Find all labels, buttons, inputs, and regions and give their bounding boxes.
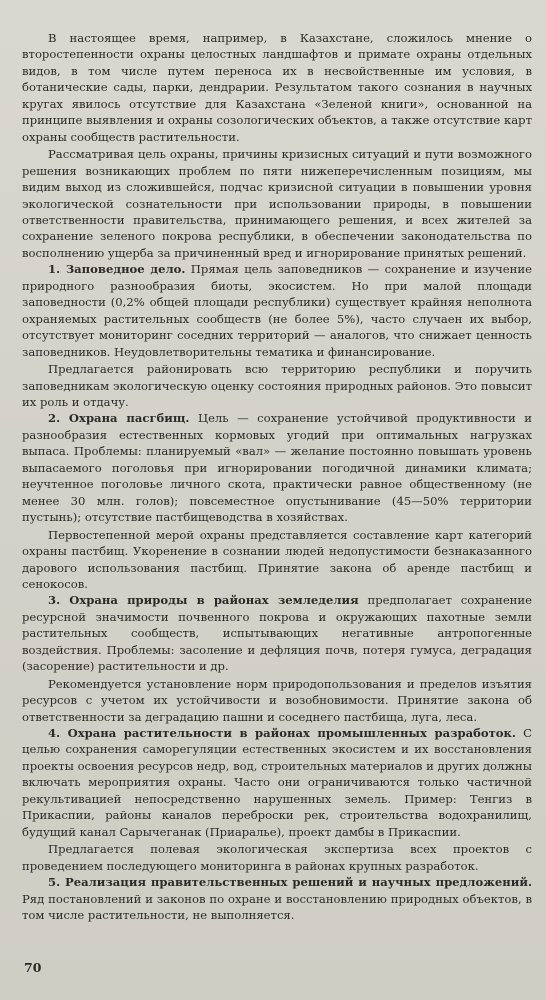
section-5-text: Ряд постановлений и законов по охране и восстановлению природных объектов, в том числе растительности, не выполняется. <box>22 891 532 923</box>
section-1-paragraph <box>22 261 532 360</box>
section-2-heading: 2. Охрана пасгбищ. <box>48 411 190 426</box>
section-3-text: предполагает сохранение ресурсной значимости почвенного покрова и окружающих пахотные земли растительных сообществ, испытывающих негативные антропогенные воздействия. Проблемы: засоление и дефляция почв, потеря гумуса, деградация (засорение) растительности и др. <box>22 593 532 674</box>
section-1-proposal-text: Предлагается районировать всю территорию республики и поручить заповедникам экологическую оценку состояния природных районов. Это повысит их роль и отдачу. <box>22 362 532 409</box>
section-2-paragraph <box>22 410 532 525</box>
section-3-paragraph <box>22 592 532 674</box>
section-4-paragraph <box>22 725 532 840</box>
section-5-heading: 5. Реализация правительственных решений и научных предложений. <box>48 875 532 890</box>
section-3-proposal <box>22 676 532 725</box>
section-1-proposal <box>22 361 532 410</box>
paragraph-2-text: Рассматривая цель охраны, причины кризисных ситуаций и пути возможного решения возникающих проблем по пяти нижеперечисленным позициям, мы видим выход из сложившейся, подчас кризисной ситуации в повышении уровня экологической сознательности при использовании природы, в повышении ответственности правительства, принимающего решения, и всех жителей за сохранение зеленого покрова республики, в обеспечении законодательства по восполнению ущерба за причиненный вред и игнорирование принятых решений. <box>22 147 532 260</box>
section-4-proposal <box>22 841 532 874</box>
section-4-heading: 4. Охрана растительности в районах промышленных разработок. <box>48 726 516 741</box>
section-5-paragraph <box>22 874 532 923</box>
paragraph-1 <box>22 30 532 145</box>
section-2-proposal-text: Первостепенной мерой охраны представляется составление карт категорий охраны пастбищ. Укоренение в сознании людей недопустимости безнаказанного дарового использования пастбищ. Принятие закона об аренде пастбищ и сенокосов. <box>22 527 532 591</box>
section-1-text: Прямая цель заповедников — сохранение и изучение природного разнообразия биоты, экосистем. Но при малой площади заповедности (0,2% общей площади республики) существует крайняя неполнота охраняемых растительных сообществ (не более 5%), часто случаен их выбор, отсутствует мониторинг соседних территорий — аналогов, что снижает ценность заповедников. Неудовлетворительны тематика и финансирование. <box>22 262 532 359</box>
text-column <box>22 30 532 923</box>
section-1-heading: 1. Заповедное дело. <box>48 262 186 277</box>
section-2-proposal <box>22 527 532 593</box>
section-3-proposal-text: Рекомендуется установление норм природопользования и пределов изъятия ресурсов с учетом их устойчивости и возобновимости. Принятие закона об ответственности за деградацию пашни и соседнего пастбища, луга, леса. <box>22 676 532 724</box>
section-2-text: Цель — сохранение устойчивой продуктивности и разнообразия естественных кормовых угодий при оптимальных нагрузках выпаса. Проблемы: планируемый «вал» — желание постоянно повышать уровень выпасаемого поголовья при игнорировании погодичной динамики климата; неучтенное поголовье личного скота, практически равное общественному (не менее 30 млн. голов); повсеместное опустынивание (45—50% территории пустынь); отсутствие пастбищеводства в хозяйствах. <box>22 411 532 525</box>
page-number: 70 <box>24 960 42 975</box>
paragraph-2 <box>22 146 532 261</box>
section-4-text: С целью сохранения саморегуляции естественных экосистем и их восстановления проекты освоения ресурсов недр, вод, строительных материалов и других должны включать мероприятия охраны. Часто они ограничиваются только частичной рекультивацией непосредственно нарушенных земель. Пример: Тенгиз в Прикаспии, районы каналов переброски рек, строительства водохранилищ, будущий канал Сарычеганак (Приаралье), проект дамбы в Прикаспии. <box>22 726 533 839</box>
paragraph-1-text: В настоящее время, например, в Казахстане, сложилось мнение о второстепенности охраны целостных ландшафтов и примате охраны отдельных видов, в том числе путем переноса их в несвойственные им условия, в ботанические сады, парки, дендрарии. Результатом такого сознания в научных кругах явилось отсутствие для Казахстана «Зеленой книги», основанной на принципе выявления и охраны созологических объектов, а также отсутствие карт охраны сообществ растительности. <box>22 31 532 144</box>
section-4-proposal-text: Предлагается полевая экологическая экспертиза всех проектов с проведением последующего мониторинга в районах крупных разработок. <box>22 842 532 873</box>
section-3-heading: 3. Охрана природы в районах земледелия <box>48 593 359 608</box>
